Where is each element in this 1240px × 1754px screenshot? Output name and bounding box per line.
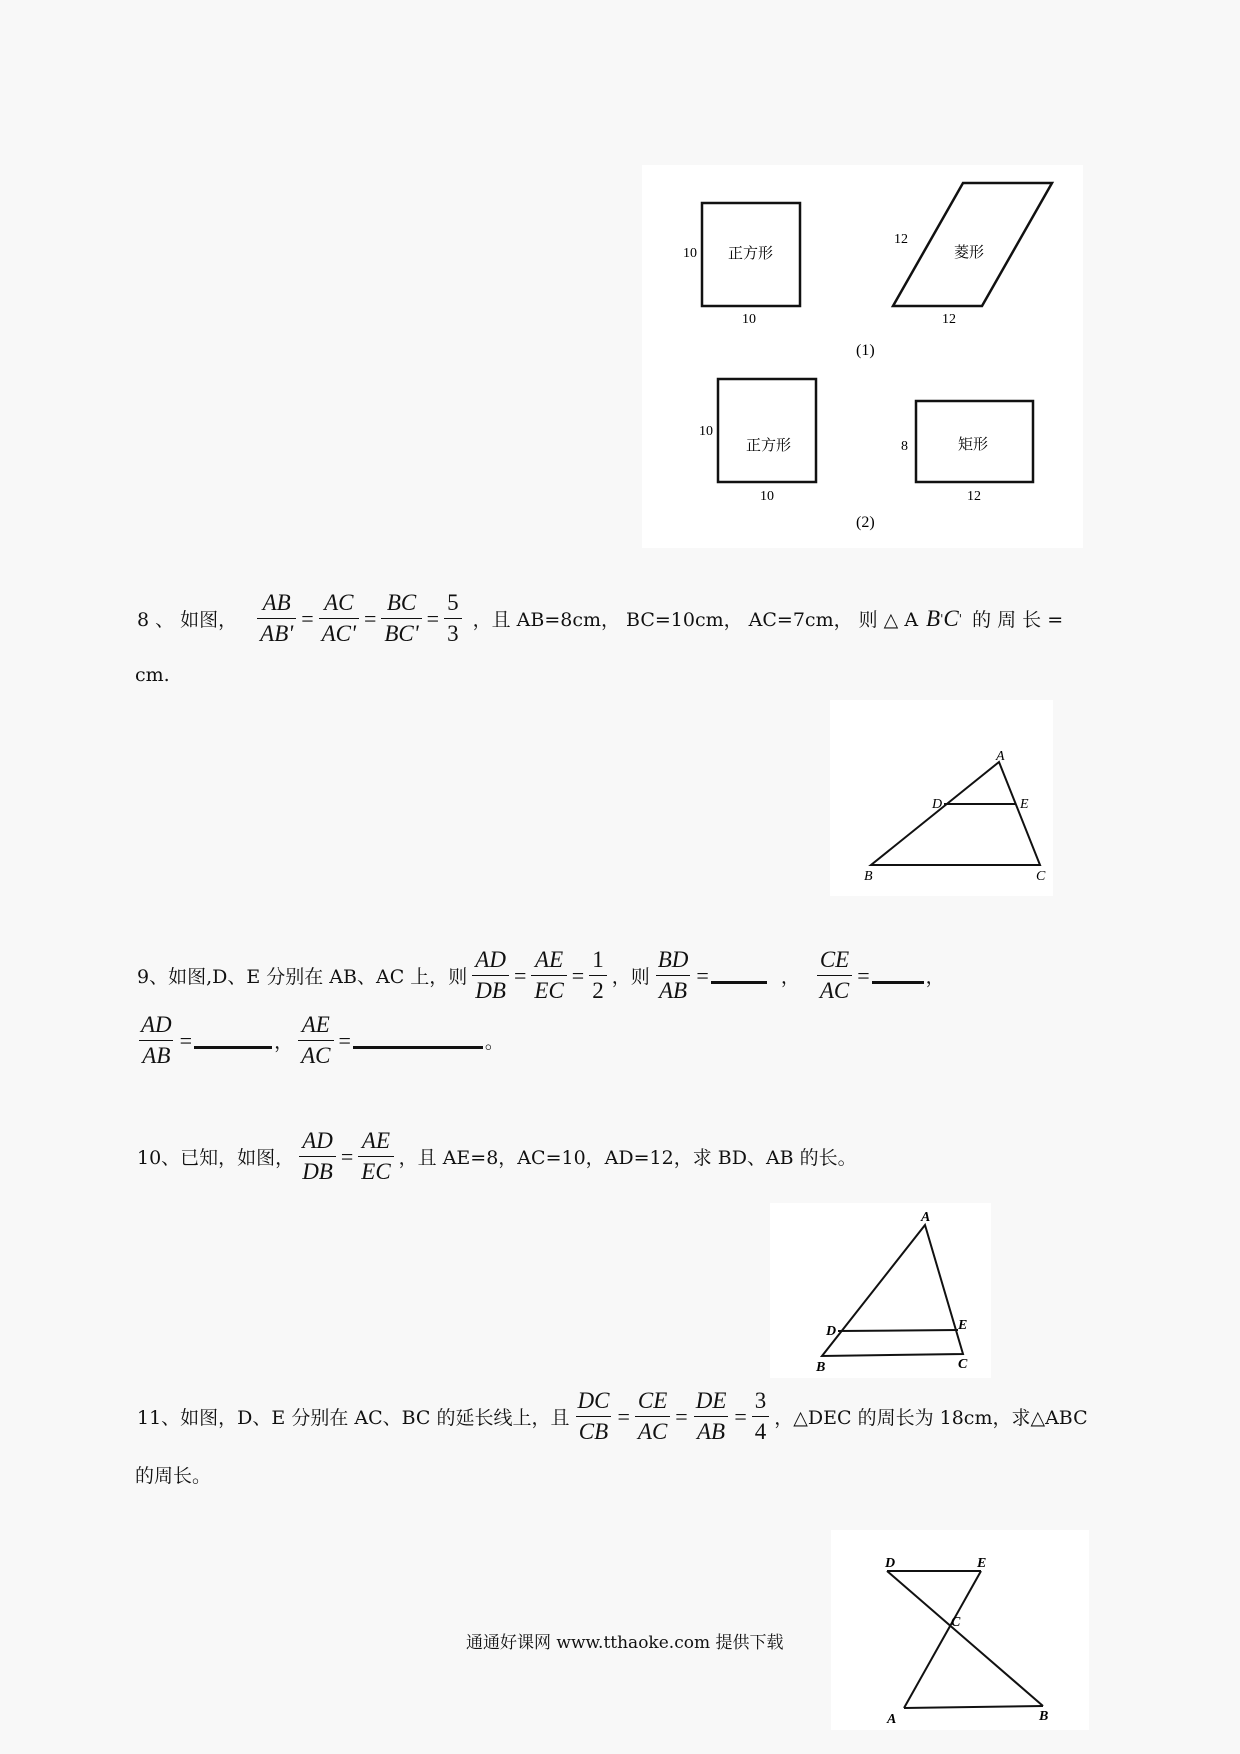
q9-f5-den: AC	[817, 975, 852, 1004]
q9-f4-num: BD	[657, 947, 689, 972]
figure-q10	[770, 1203, 991, 1378]
equals: =	[571, 962, 585, 988]
answer-blank-3[interactable]	[194, 1032, 272, 1049]
q10-frac-1	[299, 1128, 336, 1185]
q9-frac-3	[589, 947, 607, 1004]
q11-label-c: C	[951, 1615, 961, 1630]
q8-f3-num: BC	[386, 590, 417, 615]
q11-label-d: D	[885, 1556, 896, 1571]
q10-number: 10、已知，如图，	[137, 1147, 295, 1169]
q10-label-b: B	[816, 1360, 826, 1375]
sq1-side-bottom: 10	[742, 312, 756, 327]
q11-frac-1	[575, 1388, 613, 1445]
q10-label-a: A	[921, 1210, 931, 1225]
q9-f7-num: AE	[301, 1012, 330, 1037]
q8-text-2: 的 周 长 =	[972, 609, 1064, 631]
rect-side-bottom: 12	[967, 489, 981, 504]
q8-f4-num: 5	[447, 590, 459, 615]
q8-frac-4	[444, 590, 462, 647]
q9-frac-6	[138, 1012, 175, 1069]
equals: =	[179, 1027, 193, 1053]
q9-f6-num: AD	[141, 1012, 172, 1037]
q8-b: B	[926, 605, 941, 631]
q9-frac-4	[655, 947, 692, 1004]
q8-text-1: ，且 AB=8cm， BC=10cm， AC=7cm， 则 △ A	[472, 609, 919, 631]
caption-1: (1)	[856, 342, 875, 359]
q11-label-e: E	[977, 1556, 987, 1571]
q10-label-d: D	[826, 1324, 837, 1339]
q11-segment-ab	[904, 1706, 1043, 1708]
q11-f2-num: CE	[637, 1388, 668, 1413]
q8-f4-den: 3	[444, 618, 462, 647]
q9-f3-den: 2	[589, 975, 607, 1004]
q8-frac-1	[257, 590, 296, 647]
q11-f3-den: AB	[694, 1416, 728, 1445]
q8-f2-num: AC	[324, 590, 354, 615]
q8-label-b: B	[864, 869, 873, 884]
q9-f2-den: EC	[531, 975, 566, 1004]
q8-c-prime: '	[958, 611, 963, 626]
q8-triangle	[871, 762, 1040, 865]
sq2-side-left: 10	[699, 424, 713, 439]
equals: =	[426, 605, 440, 631]
footer-text: 通通好课网 www.tthaoke.com 提供下载	[466, 1633, 784, 1653]
q9-f5-num: CE	[819, 947, 850, 972]
q11-line	[135, 1388, 1090, 1445]
q9-line-2	[135, 1012, 506, 1069]
equals: =	[338, 1027, 351, 1053]
q9-frac-7	[298, 1012, 333, 1069]
answer-blank-2[interactable]	[872, 967, 924, 984]
figure-q8	[830, 700, 1053, 896]
square-2	[718, 379, 816, 482]
q11-f1-num: DC	[577, 1388, 610, 1413]
q10-label-e: E	[958, 1318, 968, 1333]
q10-label-c: C	[958, 1357, 968, 1372]
q8-b-prime: '	[940, 611, 944, 626]
q11-f3-num: DE	[695, 1388, 727, 1413]
q10-f2-den: EC	[358, 1156, 393, 1185]
sq2-side-bottom: 10	[760, 489, 774, 504]
rhombus-side-bottom: 12	[942, 312, 956, 327]
q8-label-c: C	[1036, 869, 1046, 884]
q8-f2-den: AC'	[319, 618, 359, 647]
equals: =	[340, 1143, 354, 1169]
rect-side-left: 8	[901, 439, 908, 454]
q8-f1-den: AB'	[257, 618, 296, 647]
q10-triangle	[822, 1225, 963, 1356]
q10-f2-num: AE	[361, 1128, 391, 1153]
equals: =	[513, 962, 527, 988]
q9-f7-den: AC	[298, 1040, 333, 1069]
answer-blank-1[interactable]	[711, 967, 767, 984]
figure-shapes	[642, 165, 1083, 548]
figure-q11	[831, 1530, 1089, 1730]
q9-f4-den: AB	[656, 975, 690, 1004]
q10-text: ，且 AE=8，AC=10，AD=12，求 BD、AB 的长。	[398, 1147, 857, 1169]
q8-label-a: A	[996, 749, 1005, 764]
q9-then: ，则	[611, 966, 650, 988]
equals: =	[857, 962, 870, 988]
equals: =	[301, 605, 314, 631]
q9-f1-num: AD	[475, 947, 506, 972]
q8-frac-3	[381, 590, 421, 647]
q11-segment-db	[887, 1571, 1043, 1706]
q11-frac-3	[693, 1388, 730, 1445]
q11-text: ，△DEC 的周长为 18cm，求△ABC	[774, 1407, 1088, 1429]
q11-f2-den: AC	[635, 1416, 670, 1445]
q9-f3-num: 1	[592, 947, 604, 972]
q9-frac-2	[531, 947, 566, 1004]
q9-comma-3: ，	[274, 1031, 294, 1053]
sq1-side-left: 10	[683, 246, 697, 261]
equals: =	[734, 1403, 747, 1429]
q9-frac-5	[817, 947, 852, 1004]
q9-line-1	[135, 947, 947, 1004]
q11-segment-ea	[904, 1571, 981, 1708]
q10-frac-2	[358, 1128, 393, 1185]
q9-f6-den: AB	[139, 1040, 173, 1069]
q10-f1-den: DB	[299, 1156, 336, 1185]
q9-f2-num: AE	[535, 947, 564, 972]
q11-number: 11、如图，D、E 分别在 AC、BC 的延长线上，且	[137, 1407, 570, 1429]
q8-f3-den: BC'	[381, 618, 421, 647]
rhombus-side-left: 12	[894, 232, 908, 247]
equals: =	[675, 1403, 688, 1429]
q10-f1-num: AD	[302, 1128, 333, 1153]
q8-f1-num: AB	[262, 590, 291, 615]
q11-label-b: B	[1039, 1709, 1049, 1724]
sq2-label: 正方形	[746, 438, 792, 454]
q11-label-a: A	[887, 1712, 897, 1727]
q10-line	[135, 1128, 859, 1185]
q9-number: 9、如图,D、E 分别在 AB、AC 上，则	[137, 966, 468, 988]
q10-segment-de	[838, 1330, 958, 1331]
q9-comma: ，	[780, 966, 800, 988]
q8-line-2: cm.	[135, 664, 170, 686]
q9-frac-1	[472, 947, 509, 1004]
q11-f4-den: 4	[752, 1416, 770, 1445]
q8-number: 8 、 如图，	[137, 609, 238, 631]
q11-frac-2	[635, 1388, 670, 1445]
q8-frac-2	[319, 590, 359, 647]
q11-f1-den: CB	[576, 1416, 611, 1445]
equals: =	[363, 605, 377, 631]
q8-c: C	[943, 605, 959, 631]
q11-line-2: 的周长。	[135, 1465, 212, 1487]
q8-label-e: E	[1020, 797, 1029, 812]
sq1-label: 正方形	[728, 246, 774, 262]
caption-2: (2)	[856, 514, 875, 531]
rhombus-label: 菱形	[954, 245, 985, 261]
q9-comma-2: ，	[925, 966, 945, 988]
q11-frac-4	[752, 1388, 770, 1445]
q8-label-d: D	[932, 797, 943, 812]
q8-line	[135, 590, 1065, 647]
q9-end: 。	[484, 1031, 504, 1053]
q11-f4-num: 3	[754, 1388, 767, 1413]
equals: =	[696, 962, 709, 988]
answer-blank-4[interactable]	[353, 1032, 483, 1049]
equals: =	[617, 1403, 630, 1429]
rect-label: 矩形	[958, 437, 989, 453]
q9-f1-den: DB	[472, 975, 509, 1004]
